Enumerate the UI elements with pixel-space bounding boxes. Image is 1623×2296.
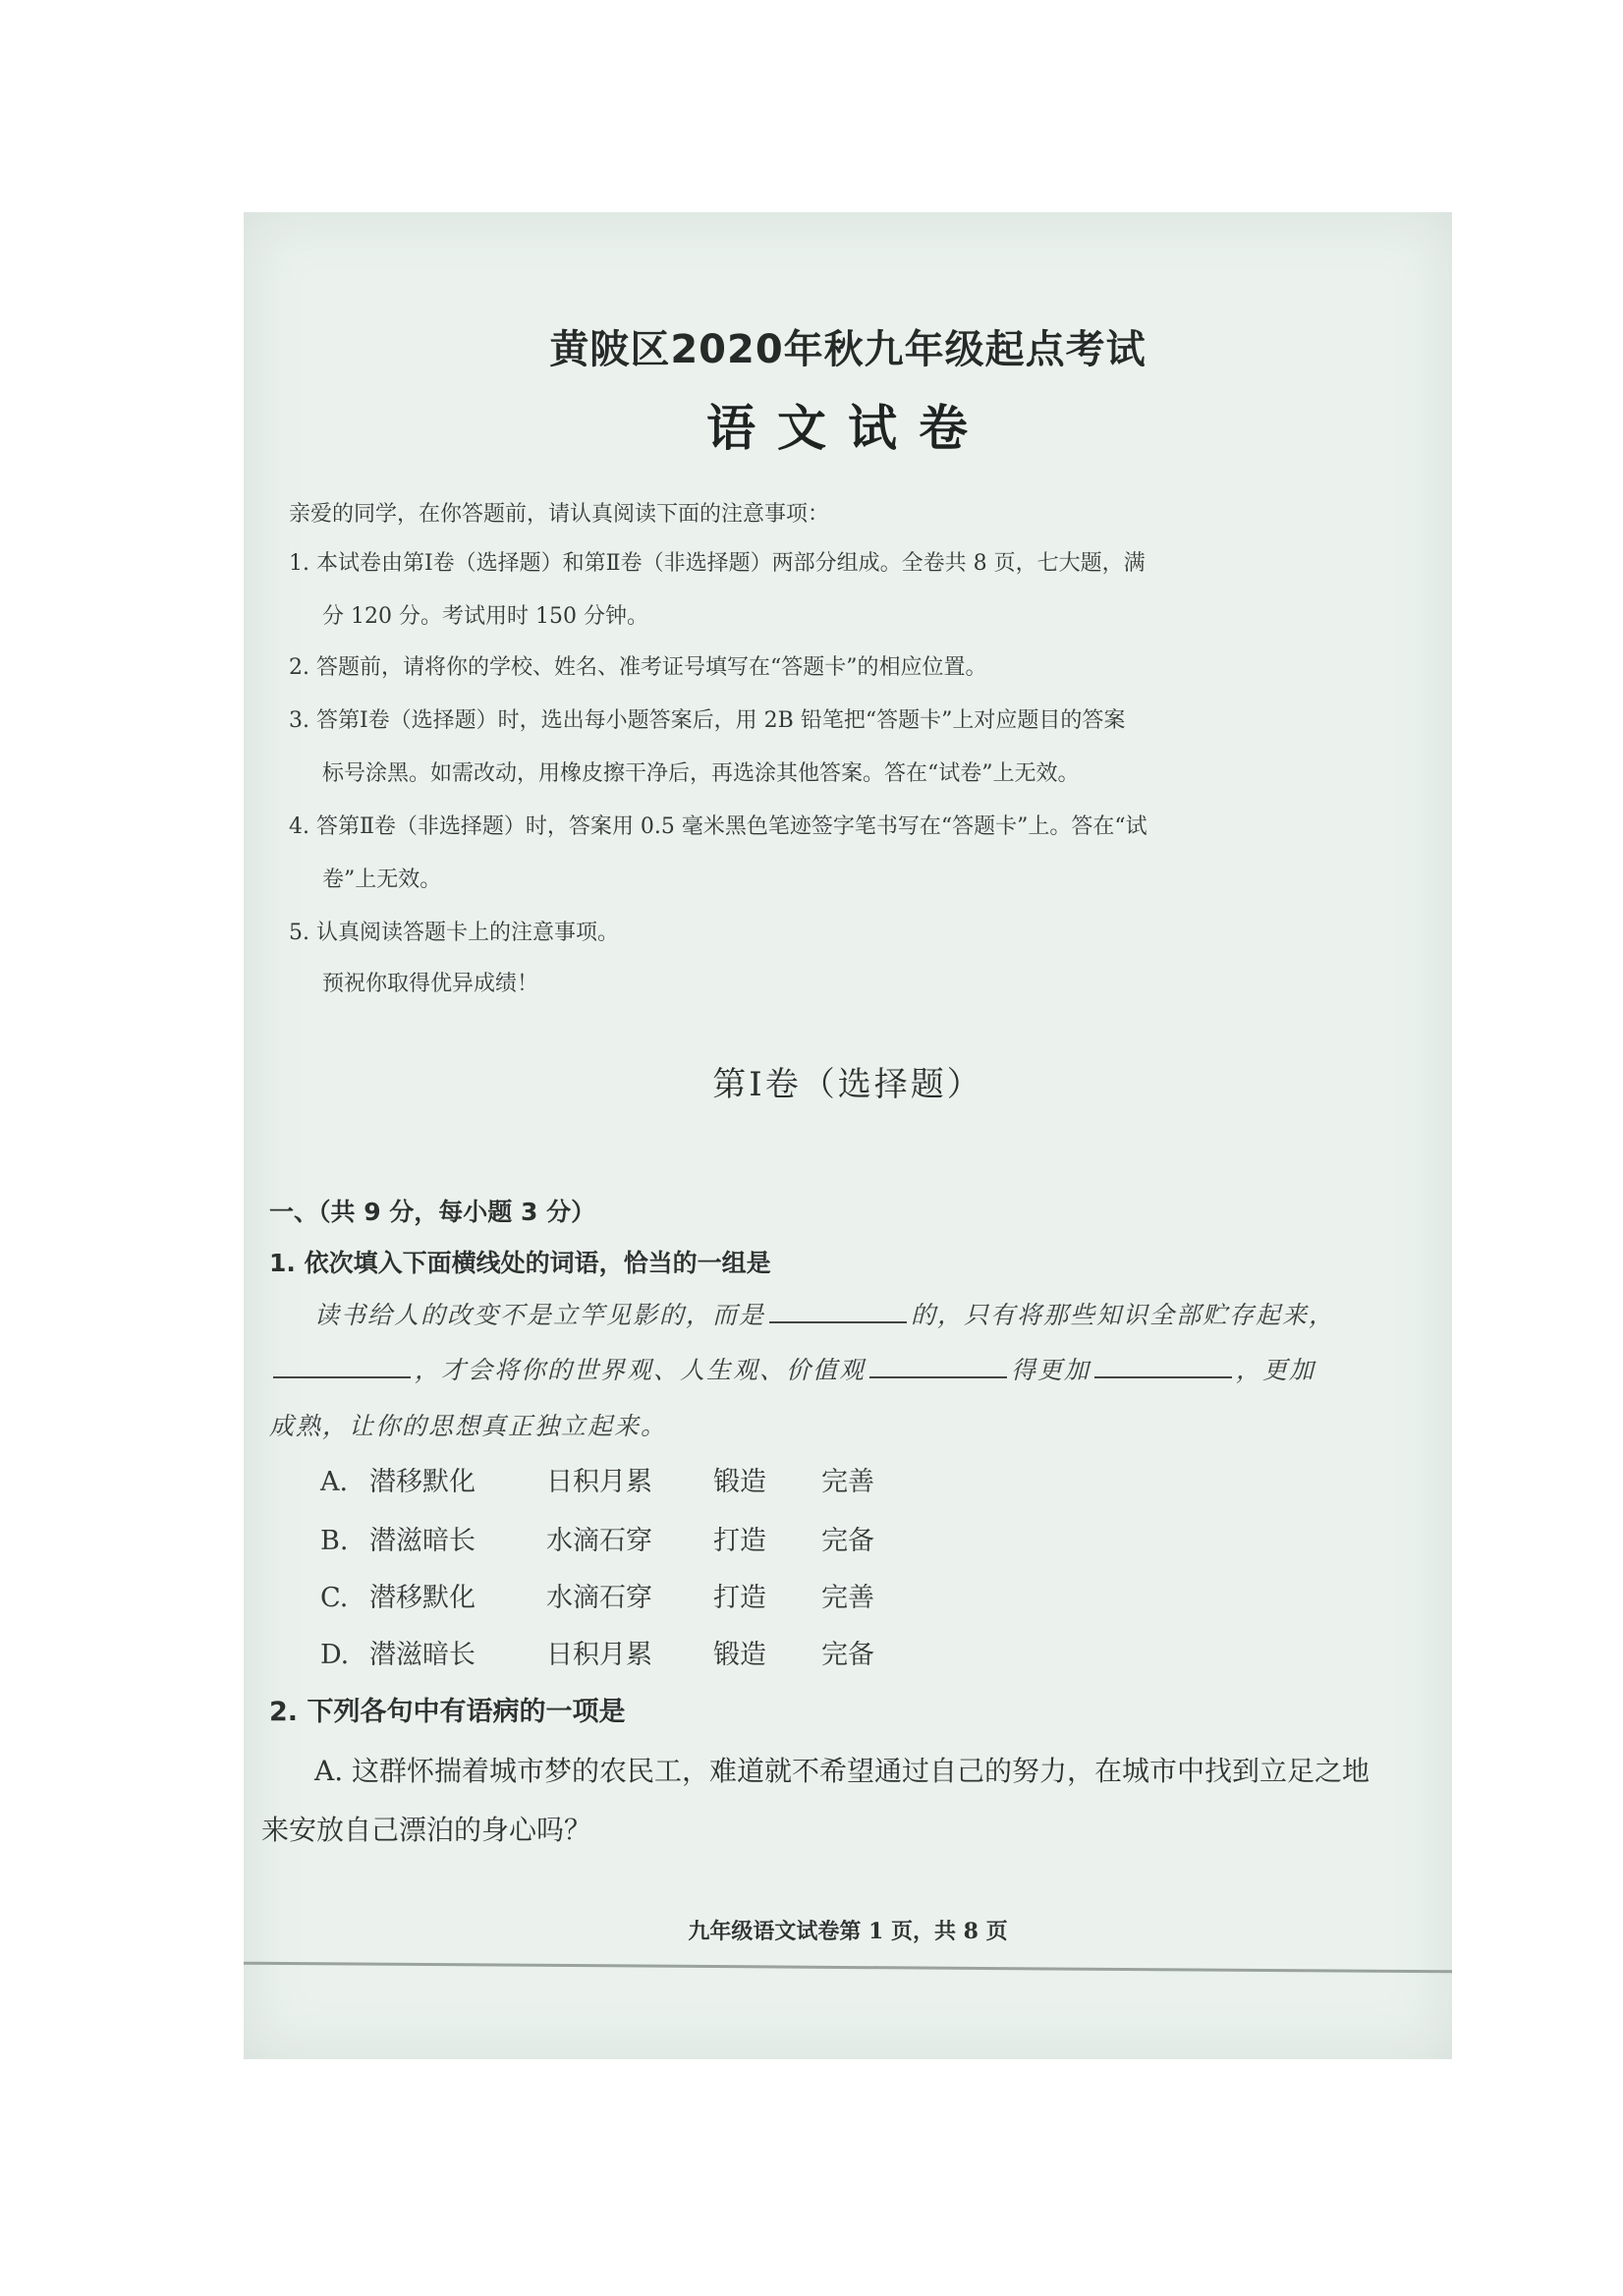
exam-title: 黄陂区2020年秋九年级起点考试 [549, 327, 1147, 372]
question-1-passage-line [269, 1351, 1315, 1386]
question-1-passage-line [314, 1296, 1335, 1331]
option-word: 完善 [821, 1467, 874, 1497]
question-2-option-a: A. 这群怀揣着城市梦的农民工，难道就不希望通过自己的努力，在城市中找到立足之地 [314, 1755, 1371, 1787]
option-word: 锻造 [713, 1467, 766, 1497]
option-word: 水滴石穿 [546, 1526, 652, 1556]
option-letter: D. [320, 1640, 350, 1670]
answer-blank [769, 1300, 907, 1323]
option-word: 潜滋暗长 [369, 1640, 476, 1670]
exam-subtitle: 语文试卷 [706, 400, 989, 457]
notice-item: 1. 本试卷由第Ⅰ卷（选择题）和第Ⅱ卷（非选择题）两部分组成。全卷共 8 页，七大题，满 [289, 551, 1146, 576]
option-row-c [320, 1576, 874, 1614]
footer-rule [244, 1962, 1452, 1974]
notice-item: 2. 答题前，请将你的学校、姓名、准考证号填写在“答题卡”的相应位置。 [289, 655, 987, 680]
question-1-passage-line: 成熟，让你的思想真正独立起来。 [269, 1412, 668, 1440]
option-row-d [320, 1633, 874, 1671]
question-2-stem: 2. 下列各句中有语病的一项是 [269, 1697, 626, 1727]
notice-item: 5. 认真阅读答题卡上的注意事项。 [289, 921, 619, 945]
notice-item: 4. 答第Ⅱ卷（非选择题）时，答案用 0.5 毫米黑色笔迹签字笔书写在“答题卡”上。答在“试 [289, 814, 1147, 839]
page-footer: 九年级语文试卷第 1 页，共 8 页 [688, 1919, 1008, 1944]
option-letter: C. [320, 1583, 349, 1613]
passage-text: 读书给人的改变不是立竿见影的，而是 [314, 1301, 766, 1329]
passage-text: 得更加 [1011, 1356, 1091, 1384]
option-word: 日积月累 [546, 1640, 652, 1670]
option-word: 完善 [821, 1583, 874, 1613]
answer-blank [273, 1355, 411, 1378]
option-word: 日积月累 [546, 1467, 652, 1497]
part-heading: 一、（共 9 分，每小题 3 分） [269, 1198, 596, 1226]
option-word: 打造 [713, 1583, 766, 1613]
exam-sheet [244, 212, 1452, 2059]
option-word: 完备 [821, 1640, 874, 1670]
question-2-option-a-cont: 来安放自己漂泊的身心吗？ [261, 1814, 592, 1846]
option-word: 水滴石穿 [546, 1583, 652, 1613]
passage-text: 的，只有将那些知识全部贮存起来， [911, 1301, 1336, 1329]
notice-item: 3. 答第Ⅰ卷（选择题）时，选出每小题答案后，用 2B 铅笔把“答题卡”上对应题目的答案 [289, 708, 1126, 733]
option-letter: B. [320, 1526, 349, 1556]
option-word: 打造 [713, 1526, 766, 1556]
question-1-stem: 1. 依次填入下面横线处的词语，恰当的一组是 [269, 1249, 771, 1277]
notice-intro: 亲爱的同学，在你答题前，请认真阅读下面的注意事项： [289, 502, 830, 527]
notice-item: 分 120 分。考试用时 150 分钟。 [322, 604, 648, 629]
passage-text: ，才会将你的世界观、人生观、价值观 [415, 1356, 867, 1384]
option-word: 潜滋暗长 [369, 1526, 476, 1556]
option-word: 潜移默化 [369, 1467, 476, 1497]
option-word: 潜移默化 [369, 1583, 476, 1613]
notice-item: 卷”上无效。 [322, 868, 442, 892]
option-row-b [320, 1519, 874, 1557]
option-letter: A. [320, 1467, 349, 1497]
option-row-a [320, 1460, 874, 1498]
option-word: 完备 [821, 1526, 874, 1556]
notice-item: 标号涂黑。如需改动，用橡皮擦干净后，再选涂其他答案。答在“试卷”上无效。 [322, 761, 1080, 786]
passage-text: ，更加 [1236, 1356, 1316, 1384]
notice-wish: 预祝你取得优异成绩！ [322, 972, 539, 996]
answer-blank [1094, 1355, 1232, 1378]
section-title: 第Ⅰ卷（选择题） [712, 1065, 983, 1104]
answer-blank [869, 1355, 1007, 1378]
option-word: 锻造 [713, 1640, 766, 1670]
